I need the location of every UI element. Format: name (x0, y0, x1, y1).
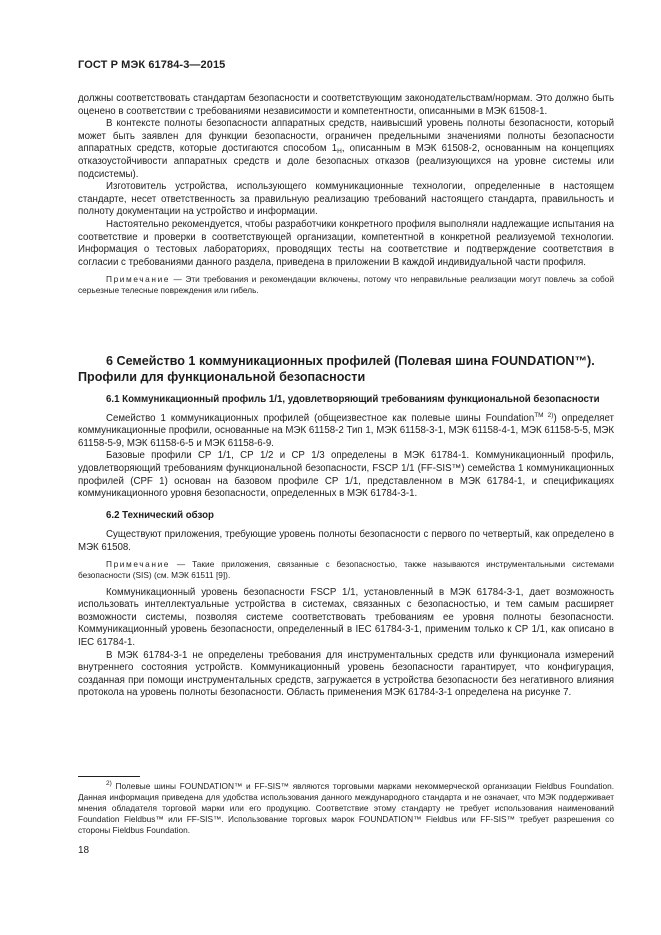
document-header: ГОСТ Р МЭК 61784-3—2015 (78, 59, 226, 71)
intro-p2-text-a: В контексте полноты безопасности аппаратных средств, наивысший уровень полноты безопасности, который может быть заявлен для функции безопасности, ограничен предельными значениями полноты безопасности аппаратных средств, которые достигаются способом 1 (78, 118, 614, 155)
section-6-1-paragraph-2: Базовые профили СР 1/1, СР 1/2 и СР 1/3 определены в МЭК 61784-1. Коммуникационный профиль, удовлетворяющий требованиям функциональной безопасности, FSCP 1/1 (FF-SIS™) семейства 1 коммуникационных профилей (CPF 1) основан на базовом профиле СР 1/1, представленном в МЭК 61784-1, и спецификациях коммуникационного уровня безопасности, определенных в МЭК 61784-3-1. (78, 450, 614, 500)
note-text: — Такие приложения, связанные с безопасностью, также называются инструментальными системами безопасности (SIS) (см. МЭК 61511 [9]). (78, 558, 614, 580)
section-6-2-title: 6.2 Технический обзор (106, 509, 214, 521)
intro-p2-subscript: H (337, 148, 342, 156)
section-6-1-title: 6.1 Коммуникационный профиль 1/1, удовлетворяющий требованиям функциональной безопасности (106, 394, 600, 405)
s61-p1-superscript: TM 2) (534, 411, 554, 419)
note-text: — Эти требования и рекомендации включены, потому что неправильные реализации могут повлечь за собой серьезные телесные повреждения или гибель. (78, 274, 614, 296)
section-6-2-note (78, 559, 614, 581)
section-6-2-paragraph-1: Существуют приложения, требующие уровень полноты безопасности с первого по четвертый, как определено в МЭК 61508. (78, 529, 614, 553)
footnote-body: Полевые шины FOUNDATION™ и FF-SIS™ являются торговыми марками некоммерческой организации Fieldbus Foundation. Данная информация приведена для удобства использования данного международного стандарта и не означает, что МЭК поддерживает мнения обладателя торговой марки или его продукцию. Соответствие этому стандарту не требует использования наименований Foundation Fieldbus™ или FF-SIS™. Использование торговых марок FOUNDATION™ Fieldbus или FF-SIS™ требует разрешения со стороны Fieldbus Foundation. (78, 781, 614, 835)
note-label: Примечание (106, 274, 171, 285)
section-6-2-paragraph-3: В МЭК 61784-3-1 не определены требования для инструментальных средств или функционала измерений внутреннего состояния устройств. Коммуникационный уровень безопасности гарантирует, что конфигурация, созданная при помощи инструментальных средств, загружается в устройства безопасности без негативного влияния протокола на уровень полноты безопасности. Область применения МЭК 61784-3-1 определена на рисунке 7. (78, 649, 614, 699)
footnote (78, 781, 614, 836)
footnote-mark: 2) (106, 780, 112, 787)
section-6-1-paragraph-1 (78, 413, 614, 451)
intro-paragraph-3: Изготовитель устройства, использующего коммуникационные технологии, определенные в настоящем стандарте, несет ответственность за правильную реализацию требований настоящего стандарта, правильность и полноту документации на устройство и информации. (78, 181, 614, 218)
intro-p2-text-b: , описанным в МЭК 61508-2, основанным на концепциях отказоустойчивости аппаратных средств и доле безопасных отказов (реализующихся на уровне системы или подсистемы). (78, 143, 614, 180)
s61-p1-text-b: ) определяет коммуникационные профили, основанные на МЭК 61158-2 Тип 1, МЭК 61158-3-1, МЭК 61158-4-1, МЭК 61158-5-5, МЭК 61158-5-9, МЭК 61158-6-5 и МЭК 61158-6-9. (78, 412, 614, 449)
section-6-title: 6 Семейство 1 коммуникационных профилей (Полевая шина FOUNDATION™). Профили для функциональной безопасности (78, 354, 595, 384)
section-6 (78, 353, 614, 700)
note-label: Примечание (106, 558, 171, 569)
intro-block (78, 93, 614, 296)
page-number: 18 (78, 845, 90, 856)
intro-paragraph-4: Настоятельно рекомендуется, чтобы разработчики конкретного профиля выполняли надлежащие испытания на соответствие и проверки в соответствующей организации, компетентной в конкретной реализуемой технологии. Информация о тестовых лабораториях, проводящих тесты на соответствие и подтверждение соответствия в согласии с требованиями данного раздела, приведена в приложении В каждой индивидуальной части профиля. (78, 218, 614, 268)
footnote-divider (78, 776, 140, 777)
section-6-2-paragraph-2: Коммуникационный уровень безопасности FSCP 1/1, установленный в МЭК 61784-3-1, дает возможность использовать интеллектуальные устройства в системах, связанных с безопасностью, и тем самым расширяет возможности системы, позволяя системе соответствовать требованиям ее уровня полноты безопасности. Коммуникационный уровень безопасности, определенный в IEC 61784-3-1, применим только к СР 1/1, как описано в IEC 61784-1. (78, 586, 614, 648)
intro-note (78, 274, 614, 296)
s61-p1-text-a: Семейство 1 коммуникационных профилей (общеизвестное как полевые шины Foundation (106, 412, 535, 424)
intro-paragraph-1: должны соответствовать стандартам безопасности и соответствующим законодательствам/нормам. Это должно быть оценено в соответствии с требованиями независимости и компетентности, описанными в МЭК 61508-1. (78, 93, 614, 117)
footnote-text (78, 781, 614, 836)
intro-paragraph-2 (78, 118, 614, 181)
